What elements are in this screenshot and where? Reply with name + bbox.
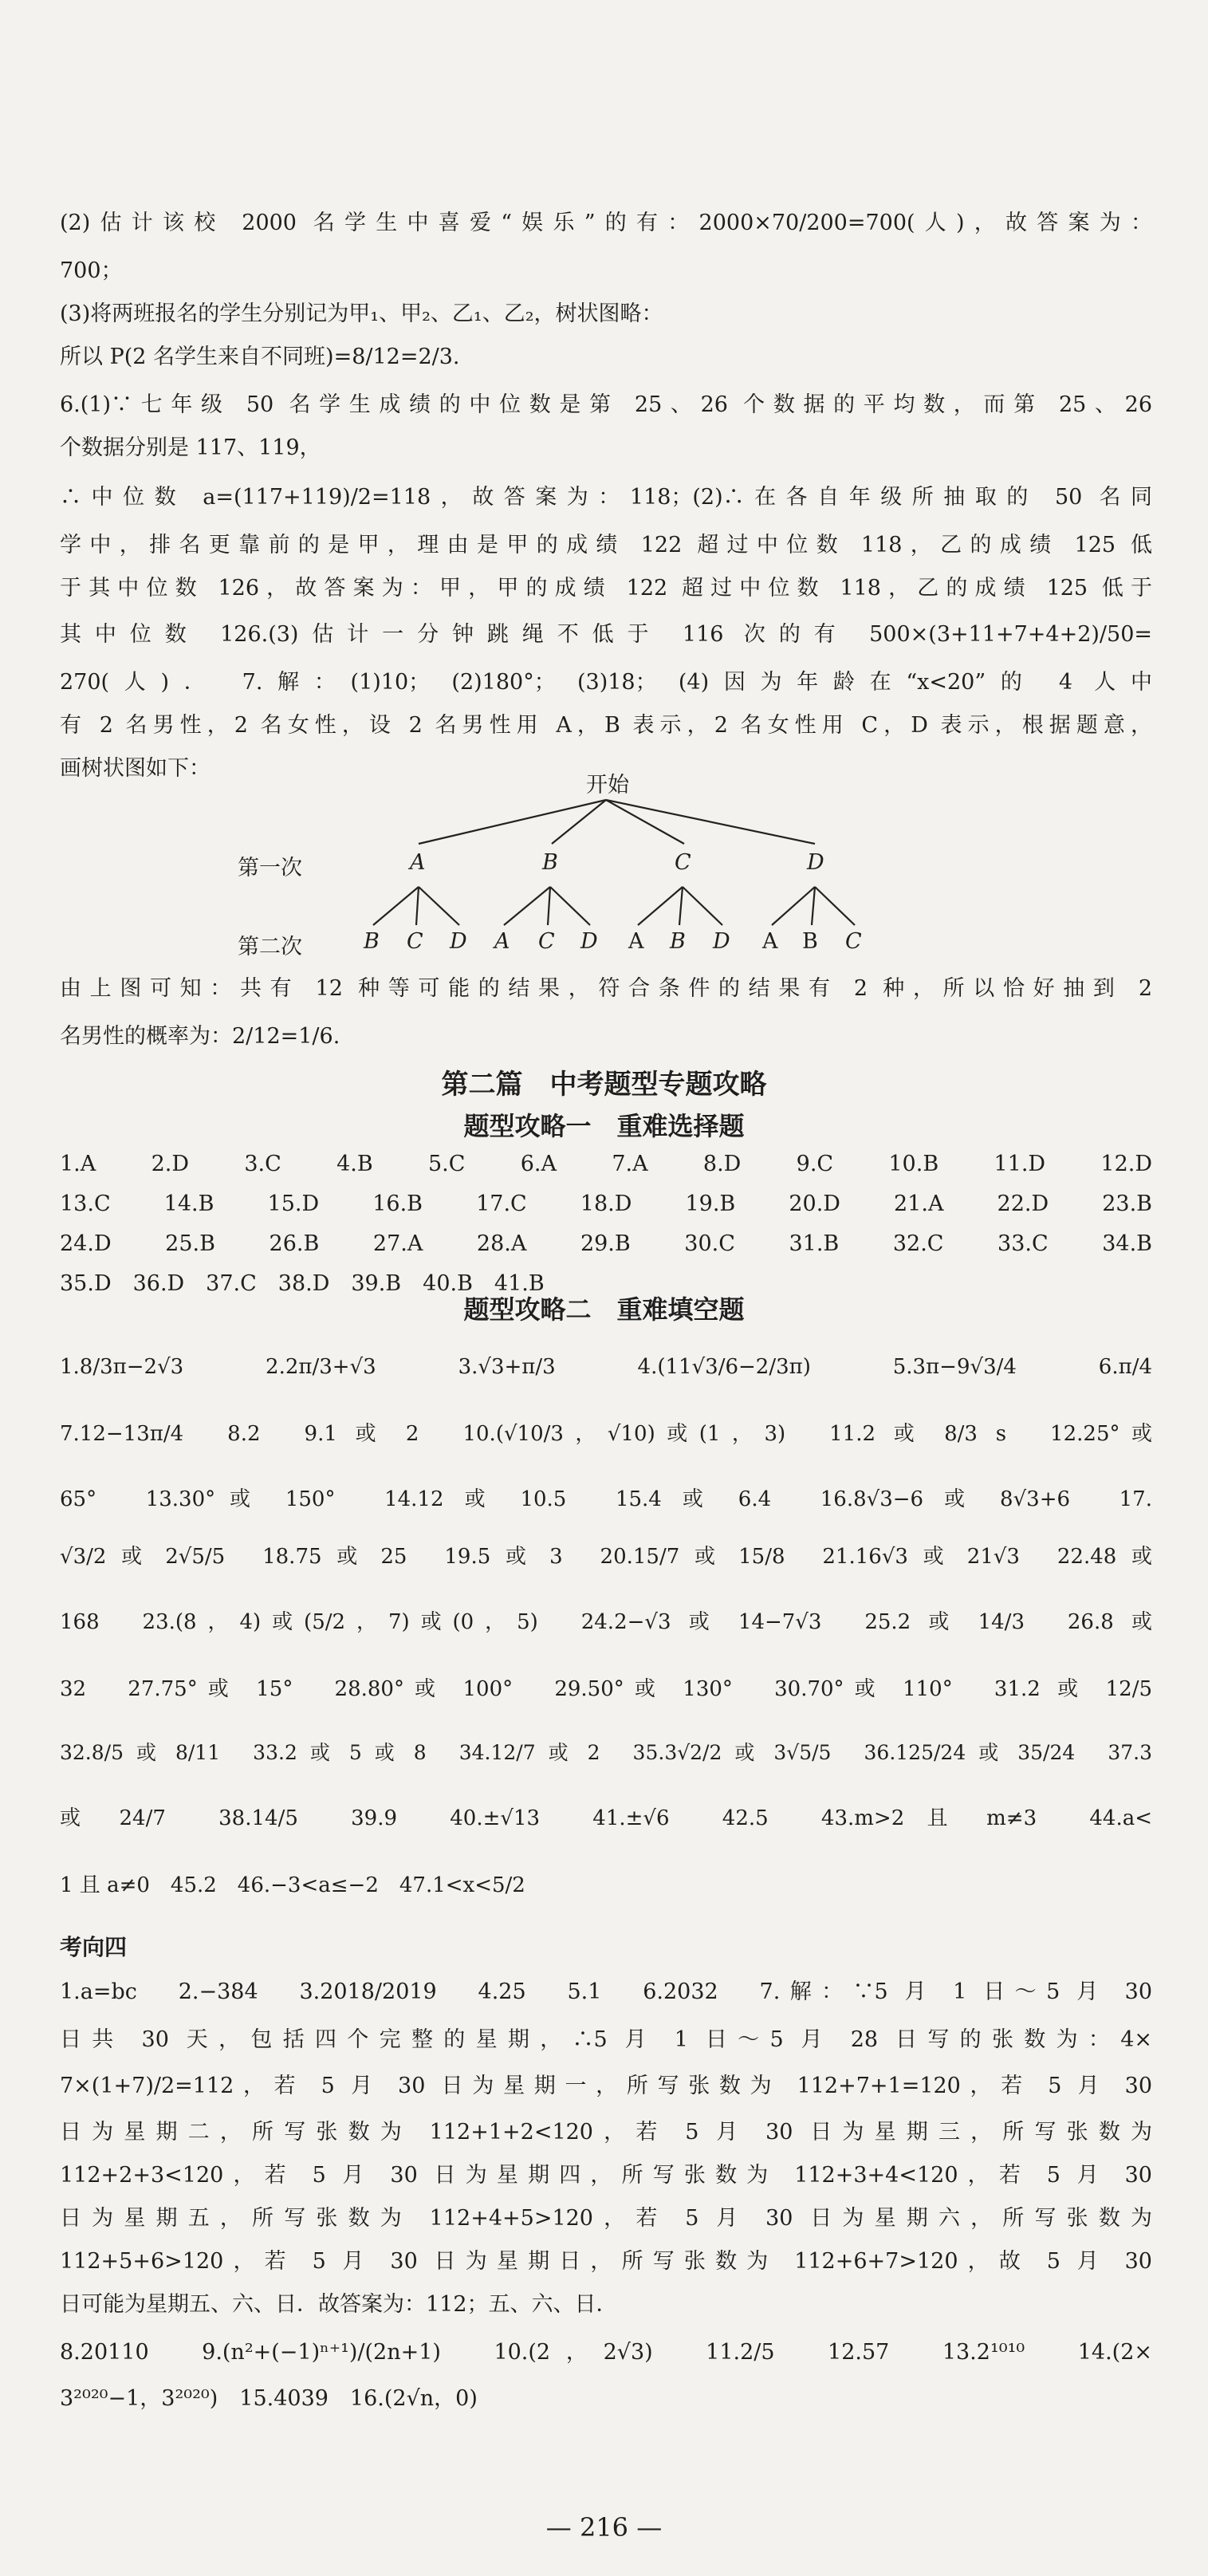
fill-line: 或 24/7 38.14/5 39.9 40.±√13 41.±√6 42.5 43.m>2 且 m≠3 44.a<	[60, 1806, 1152, 1830]
text-line: ∴中位数 a=(117+119)/2=118，故答案为：118；(2)∴在各自年级所抽取的 50 名同	[60, 485, 1152, 510]
text-line: 700；	[60, 258, 123, 283]
text-line: 270(人)． 7.解：(1)10； (2)180°； (3)18； (4)因为年龄在“x<20”的 4 人中	[60, 670, 1152, 695]
tree-leaf: D	[450, 929, 467, 954]
section-title: 第二篇 中考题型专题攻略	[441, 1069, 767, 1101]
tree-root: 开始	[586, 773, 629, 798]
text-line: 个数据分别是 117、119，	[60, 435, 321, 460]
tree-leaf: B	[802, 929, 818, 954]
page-number: — 216 —	[545, 2512, 663, 2543]
tree-leaf: C	[538, 929, 555, 954]
tree-leaf: B	[364, 929, 380, 954]
fill-line: 32.8/5 或 8/11 33.2 或 5 或 8 34.12/7 或 2 35.3√2/2 或 3√5/5 36.125/24 或 35/24 37.3	[60, 1741, 1152, 1764]
kao-line: 112+2+3<120，若 5 月 30 日为星期四，所写张数为 112+3+4<120，若 5 月 30	[60, 2163, 1152, 2188]
text-line: 有 2 名男性，2 名女性，设 2 名男性用 A，B 表示，2 名女性用 C，D 表示，根据题意，	[60, 713, 1152, 738]
subsection-title: 题型攻略一 重难选择题	[463, 1111, 745, 1141]
choice-line: 13.C 14.B 15.D 16.B 17.C 18.D 19.B 20.D 21.A 22.D 23.B	[60, 1191, 1152, 1216]
kao-line: 日共 30 天，包括四个完整的星期，∴5 月 1 日～5 月 28 日写的张数为：4×	[60, 2027, 1152, 2052]
kao-line: 8.20110 9.(n²+(−1)ⁿ⁺¹)/(2n+1) 10.(2，2√3) 11.2/5 12.57 13.2¹⁰¹⁰ 14.(2×	[60, 2340, 1152, 2365]
tree-leaf: C	[845, 929, 862, 954]
tree-leaf: A	[628, 929, 644, 954]
fill-line: 1.8/3π−2√3 2.2π/3+√3 3.√3+π/3 4.(11√3/6−2/3π) 5.3π−9√3/4 6.π/4	[60, 1355, 1152, 1379]
text-line: 其中位数 126.(3)估计一分钟跳绳不低于 116 次的有 500×(3+11+7+4+2)/50=	[60, 622, 1152, 647]
fill-line: 1 且 a≠0 45.2 46.−3<a≤−2 47.1<x<5/2	[60, 1873, 525, 1897]
text-line: 于其中位数 126，故答案为：甲，甲的成绩 122 超过中位数 118，乙的成绩 125 低于	[60, 576, 1152, 601]
tree-lines	[0, 0, 1208, 989]
tree-leaf: D	[713, 929, 730, 954]
tree-node: A	[410, 850, 426, 875]
fill-line: 65° 13.30°或 150° 14.12 或 10.5 15.4 或 6.4 16.8√3−6 或 8√3+6 17.	[60, 1487, 1152, 1511]
fill-line: 7.12−13π/4 8.2 9.1 或 2 10.(√10/3，√10)或(1，3) 11.2 或 8/3 s 12.25°或	[60, 1422, 1152, 1446]
choice-line: 35.D 36.D 37.C 38.D 39.B 40.B 41.B	[60, 1271, 545, 1296]
tree-level1-label: 第一次	[238, 856, 302, 880]
text-line: 学中，排名更靠前的是甲，理由是甲的成绩 122 超过中位数 118，乙的成绩 125 低	[60, 533, 1152, 557]
kao-line: 1.a=bc 2.−384 3.2018/2019 4.25 5.1 6.2032 7.解：∵5 月 1 日～5 月 30	[60, 1979, 1152, 2004]
kao-line: 7×(1+7)/2=112，若 5 月 30 日为星期一，所写张数为 112+7+1=120，若 5 月 30	[60, 2074, 1152, 2098]
choice-line: 1.A 2.D 3.C 4.B 5.C 6.A 7.A 8.D 9.C 10.B 11.D 12.D	[60, 1152, 1152, 1176]
kao-line: 112+5+6>120，若 5 月 30 日为星期日，所写张数为 112+6+7>120，故 5 月 30	[60, 2249, 1152, 2274]
tree-leaf: A	[494, 929, 510, 954]
fill-line: 32 27.75°或 15° 28.80°或 100° 29.50°或 130° 30.70°或 110° 31.2 或 12/5	[60, 1677, 1153, 1701]
text-line: (2)估计该校 2000 名学生中喜爱“娱乐”的有：2000×70/200=700(人)，故答案为：	[60, 211, 1152, 235]
text-line: (3)将两班报名的学生分别记为甲₁、甲₂、乙₁、乙₂，树状图略：	[60, 301, 663, 326]
text-line: 画树状图如下：	[60, 756, 211, 781]
tree-node: B	[542, 850, 558, 875]
kao-line: 日可能为星期五、六、日．故答案为：112；五、六、日．	[60, 2292, 618, 2317]
text-line: 名男性的概率为：2/12=1/6.	[60, 1024, 340, 1049]
tree-level2-label: 第二次	[238, 935, 302, 959]
text-line: 所以 P(2 名学生来自不同班)=8/12=2/3.	[60, 345, 460, 369]
fill-line: √3/2 或 2√5/5 18.75 或 25 19.5 或 3 20.15/7 或 15/8 21.16√3 或 21√3 22.48 或	[60, 1545, 1152, 1569]
subsection-title: 题型攻略二 重难填空题	[463, 1294, 745, 1325]
tree-node: C	[675, 850, 691, 875]
kao-line: 日为星期二，所写张数为 112+1+2<120，若 5 月 30 日为星期三，所写张数为	[60, 2120, 1152, 2145]
kao-line: 日为星期五，所写张数为 112+4+5>120，若 5 月 30 日为星期六，所写张数为	[60, 2206, 1152, 2231]
tree-leaf: C	[407, 929, 423, 954]
kao-title: 考向四	[60, 1934, 128, 1960]
tree-leaf: B	[670, 929, 686, 954]
kao-line: 3²⁰²⁰−1，3²⁰²⁰) 15.4039 16.(2√n，0)	[60, 2386, 478, 2411]
tree-leaf: D	[580, 929, 598, 954]
text-line: 6.(1)∵七年级 50 名学生成绩的中位数是第 25、26 个数据的平均数，而第 25、26	[60, 392, 1152, 417]
text-line: 由上图可知：共有 12 种等可能的结果，符合条件的结果有 2 种，所以恰好抽到 2	[60, 976, 1152, 1001]
tree-leaf: A	[762, 929, 778, 954]
tree-node: D	[807, 850, 824, 875]
fill-line: 168 23.(8，4)或(5/2，7)或(0，5) 24.2−√3 或 14−7√3 25.2 或 14/3 26.8 或	[60, 1610, 1152, 1634]
choice-line: 24.D 25.B 26.B 27.A 28.A 29.B 30.C 31.B 32.C 33.C 34.B	[60, 1231, 1152, 1256]
